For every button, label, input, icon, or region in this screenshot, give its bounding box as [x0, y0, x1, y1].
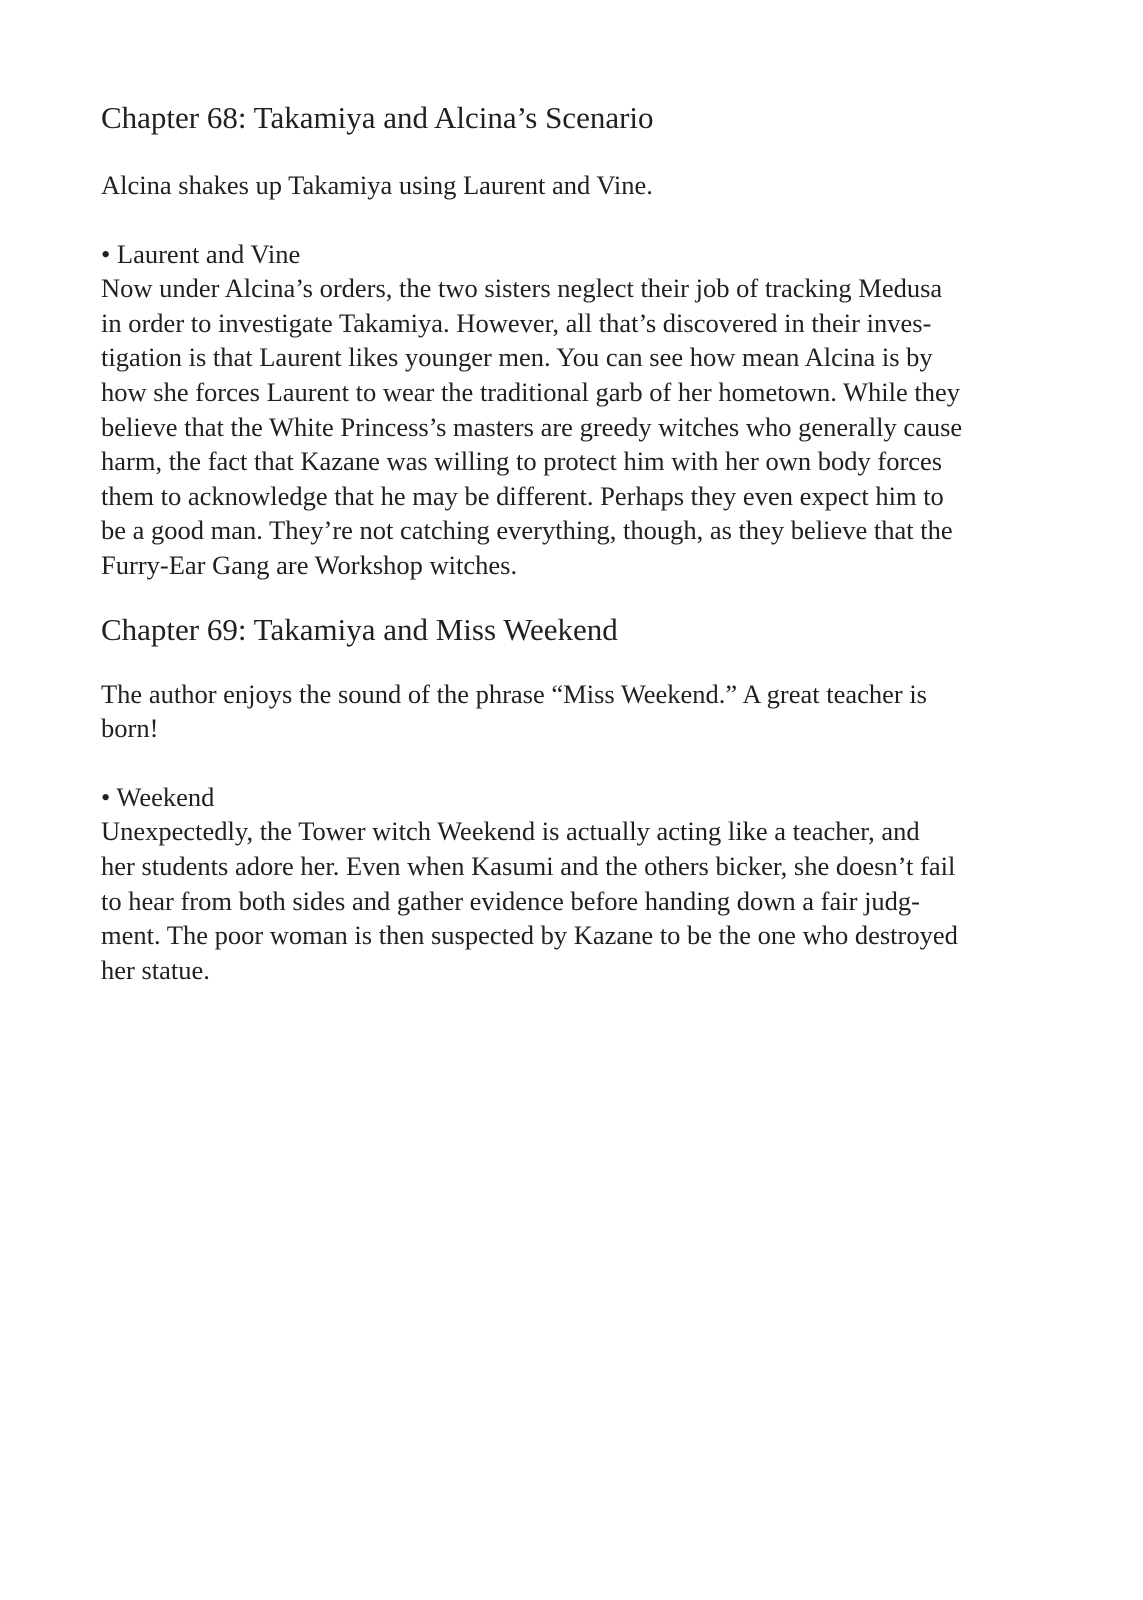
body-line: tigation is that Laurent likes younger men. You can see how mean Alcina is by [101, 342, 933, 373]
body-line: in order to investigate Takamiya. However, all that’s discovered in their inves- [101, 307, 932, 338]
body-line: them to acknowledge that he may be different. Perhaps they even expect him to [101, 480, 944, 511]
body-line: Unexpectedly, the Tower witch Weekend is actually acting like a teacher, and [101, 816, 920, 847]
chapter-69-section [101, 780, 1051, 988]
body-line: her statue. [101, 954, 210, 985]
section-bullet-weekend: • Weekend [101, 781, 215, 812]
chapter-69-intro [101, 677, 1051, 746]
body-line: harm, the fact that Kazane was willing to protect him with her own body forces [101, 446, 943, 477]
chapter-68-heading: Chapter 68: Takamiya and Alcina’s Scenario [101, 100, 654, 135]
body-line: Furry-Ear Gang are Workshop witches. [101, 549, 518, 580]
section-bullet-laurent-and-vine: • Laurent and Vine [101, 238, 301, 269]
chapter-69-heading: Chapter 69: Takamiya and Miss Weekend [101, 611, 618, 647]
chapter-68-intro: Alcina shakes up Takamiya using Laurent and Vine. [101, 170, 653, 200]
document-page [101, 98, 1051, 987]
body-line: to hear from both sides and gather evidence before handing down a fair judg- [101, 885, 921, 916]
chapter-68-section [101, 237, 1051, 583]
intro-line: The author enjoys the sound of the phrase “Miss Weekend.” A great teacher is [101, 678, 927, 709]
intro-line: born! [101, 713, 159, 744]
body-line: how she forces Laurent to wear the traditional garb of her hometown. While they [101, 376, 960, 407]
body-line: ment. The poor woman is then suspected by Kazane to be the one who destroyed [101, 920, 958, 951]
body-line: Now under Alcina’s orders, the two sisters neglect their job of tracking Medusa [101, 273, 943, 304]
body-line: believe that the White Princess’s masters are greedy witches who generally cause [101, 411, 963, 442]
body-line: her students adore her. Even when Kasumi and the others bicker, she doesn’t fail [101, 850, 956, 881]
body-line: be a good man. They’re not catching everything, though, as they believe that the [101, 515, 953, 546]
